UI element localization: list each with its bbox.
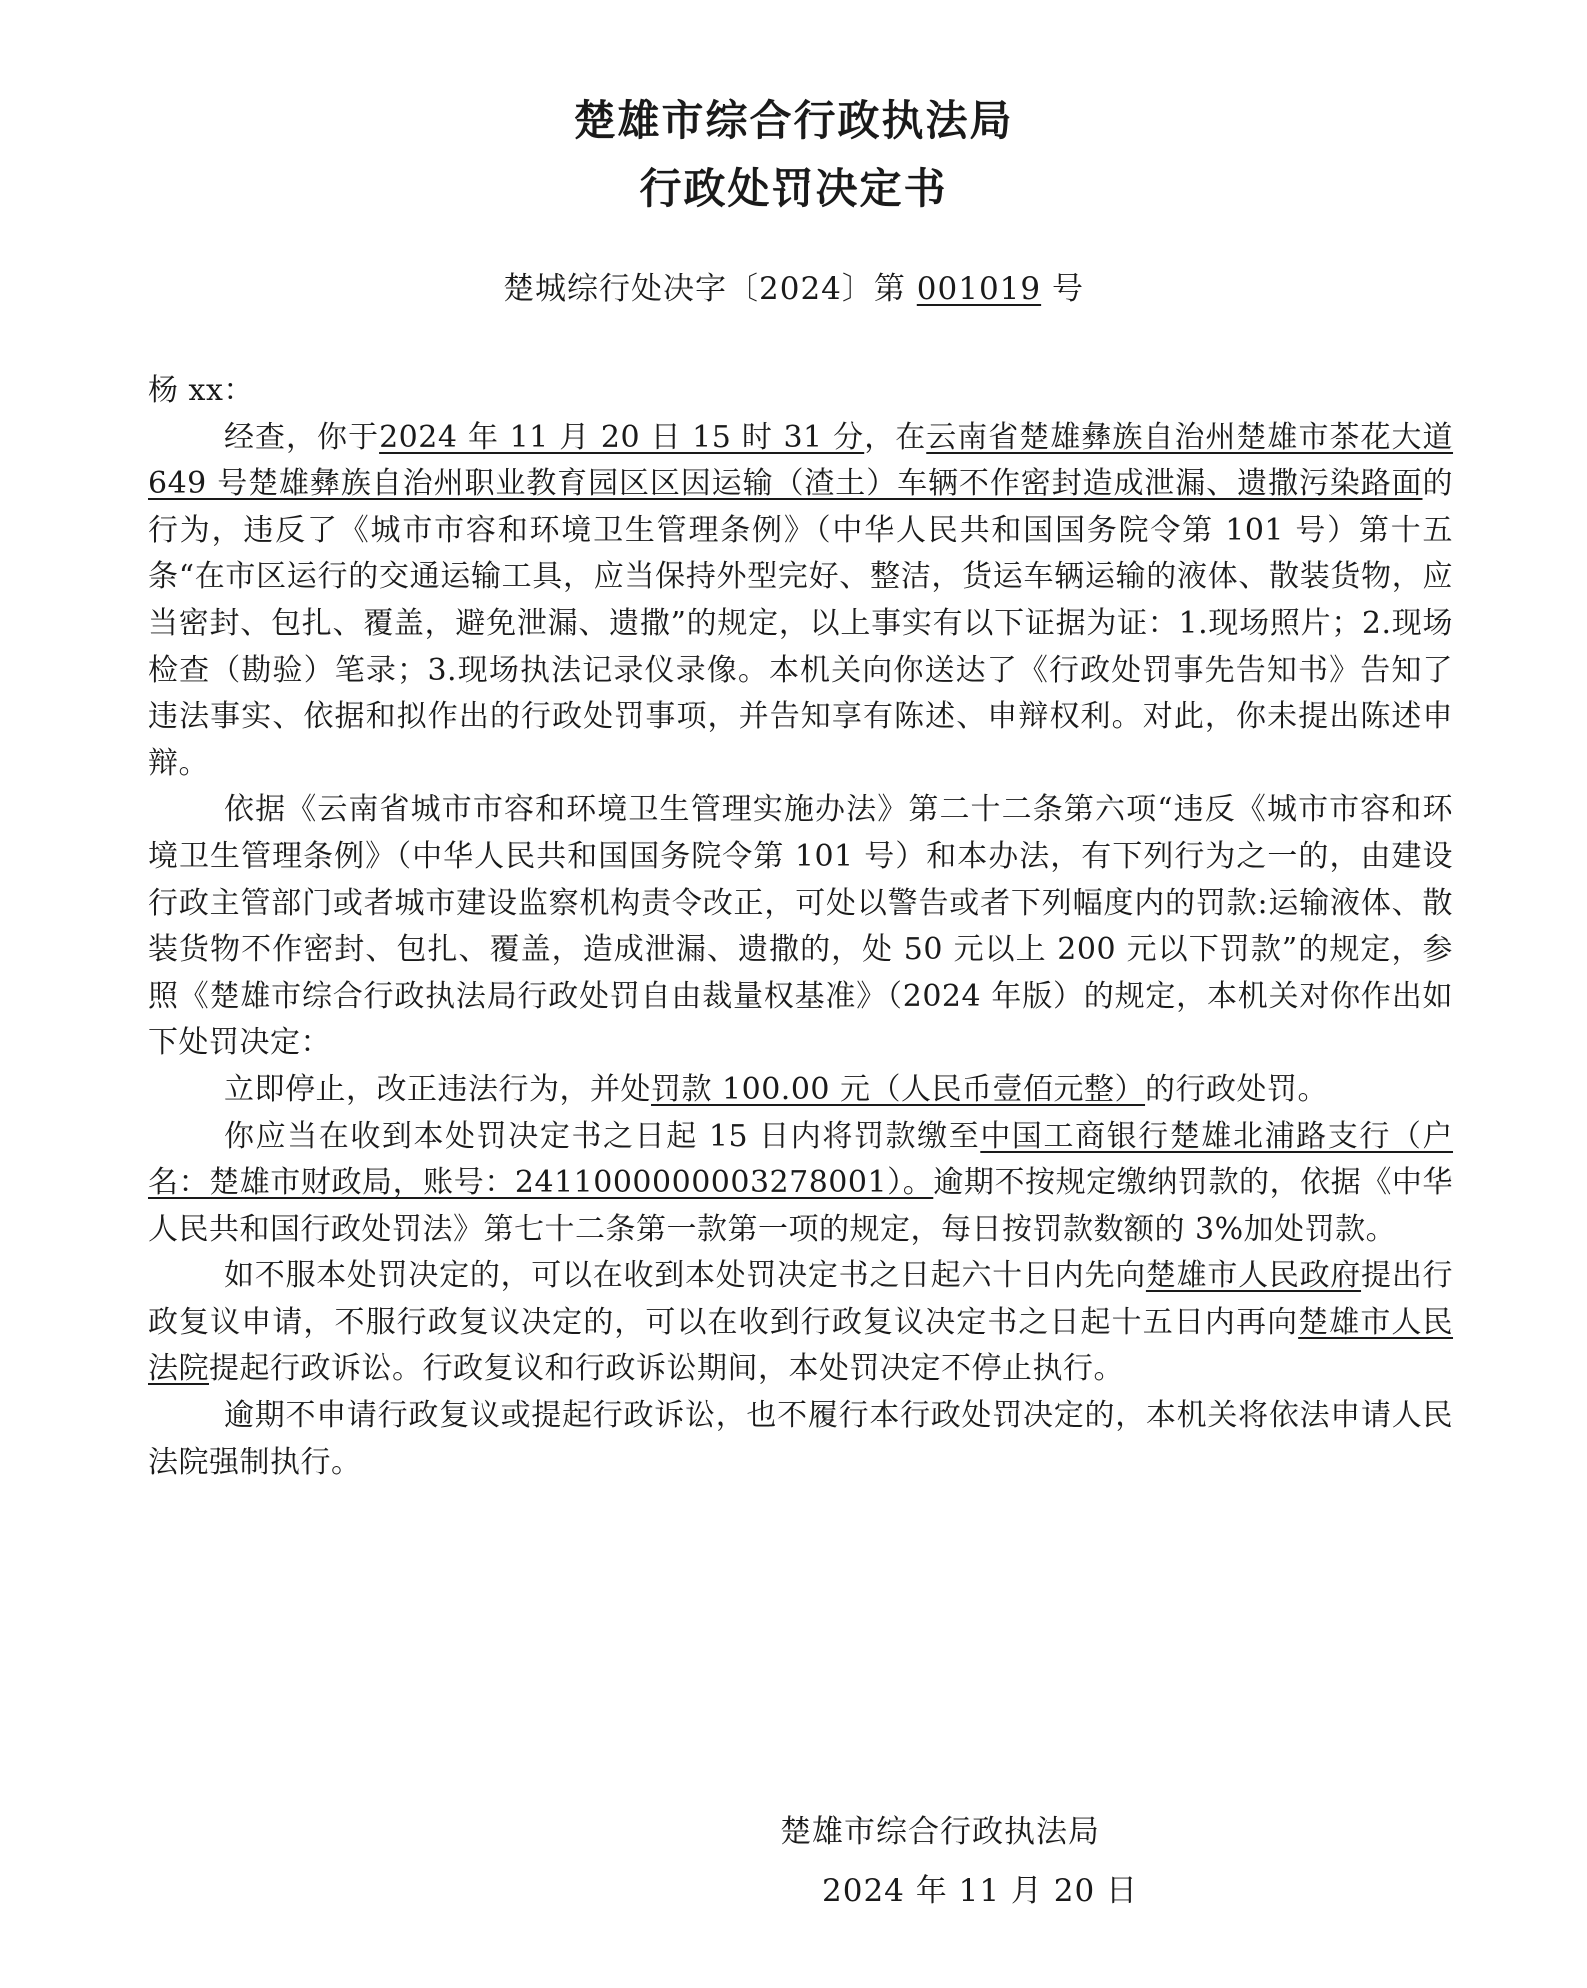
late-payment-clause: 逾期不按规定缴纳罚款的，依据《中华人民共和国行政处罚法》第七十二条第一款第一项的规定，每日按罚款数额的 3%加处罚款。 xyxy=(148,1165,1454,1247)
document-body xyxy=(148,368,1453,1486)
appeal-middle: 提出行政复议申请，不服行政复议决定的，可以在收到行政复议决定书之日起十五日内再向 xyxy=(148,1258,1454,1340)
payment-intro: 你应当在收到本处罚决定书之日起 15 日内将罚款缴至 xyxy=(224,1118,981,1154)
appeal-paragraph xyxy=(148,1253,1453,1393)
recipient-line: 杨 xx： xyxy=(148,373,254,408)
issuing-authority-title: 楚雄市综合行政执法局 xyxy=(573,96,1014,145)
payment-paragraph xyxy=(148,1114,1453,1254)
penalty-intro: 立即停止，改正违法行为，并处 xyxy=(224,1071,651,1107)
review-authority: 楚雄市人民政府 xyxy=(1145,1258,1362,1294)
violation-time: 2024 年 11 月 20 日 15 时 31 分 xyxy=(379,419,865,455)
appeal-intro: 如不服本处罚决定的，可以在收到本处罚决定书之日起六十日内先向 xyxy=(224,1258,1146,1294)
penalty-outro: 的行政处罚。 xyxy=(1145,1071,1329,1107)
facts-legal-basis: 的行为，违反了《城市市容和环境卫生管理条例》（中华人民共和国国务院令第 101 号）第十五条“在市区运行的交通运输工具，应当保持外型完好、整洁，货运车辆运输的液体、散装货物，应当密封、包扎、覆盖，避免泄漏、遗撒”的规定，以上事实有以下证据为证：1.现场照片；2.现场检查（勘验）笔录；3.现场执法记录仪录像。本机关向你送达了《行政处罚事先告知书》告知了违法事实、依据和拟作出的行政处罚事项，并告知享有陈述、申辩权利。对此，你未提出陈述申辩。 xyxy=(148,466,1453,781)
facts-connector: ，在 xyxy=(864,419,927,455)
signature-date: 2024 年 11 月 20 日 xyxy=(822,1873,1139,1909)
doc-number-value: 001019 xyxy=(916,271,1042,307)
court-name: 楚雄市人民法院 xyxy=(148,1304,1454,1387)
signature-authority: 楚雄市综合行政执法局 xyxy=(780,1814,1100,1850)
violation-location-and-conduct: 云南省楚雄彝族自治州楚雄市茶花大道 649 号楚雄彝族自治州职业教育园区区因运输（渣土）车辆不作密封造成泄漏、遗撒污染路面 xyxy=(148,419,1454,502)
legal-basis-paragraph: 依据《云南省城市市容和环境卫生管理实施办法》第二十二条第六项“违反《城市市容和环境卫生管理条例》（中华人民共和国国务院令第 101 号）和本办法，有下列行为之一的，由建设行政主管部门或者城市建设监察机构责令改正，可处以警告或者下列幅度内的罚款:运输液体、散装货物不作密封、包扎、覆盖，造成泄漏、遗撒的，处 50 元以上 200 元以下罚款”的规定，参照《楚雄市综合行政执法局行政处罚自由裁量权基准》（2024 年版）的规定，本机关对你作出如下处罚决定： xyxy=(148,792,1453,1061)
penalty-paragraph xyxy=(148,1067,1453,1114)
doc-number-prefix: 楚城综行处决字〔2024〕第 xyxy=(503,271,906,307)
appeal-outro: 提起行政诉讼。行政复议和行政诉讼期间，本处罚决定不停止执行。 xyxy=(209,1351,1124,1387)
document-number xyxy=(0,271,1587,307)
facts-paragraph xyxy=(148,415,1453,788)
facts-intro: 经查，你于 xyxy=(224,419,380,455)
penalty-amount: 罚款 100.00 元（人民币壹佰元整） xyxy=(651,1071,1146,1107)
payment-bank-account: 中国工商银行楚雄北浦路支行（户名：楚雄市财政局，账号：2411000000003278001）。 xyxy=(148,1118,1454,1201)
enforcement-paragraph: 逾期不申请行政复议或提起行政诉讼，也不履行本行政处罚决定的，本机关将依法申请人民法院强制执行。 xyxy=(148,1398,1453,1480)
doc-number-suffix: 号 xyxy=(1051,271,1084,307)
document-title: 行政处罚决定书 xyxy=(639,164,948,213)
